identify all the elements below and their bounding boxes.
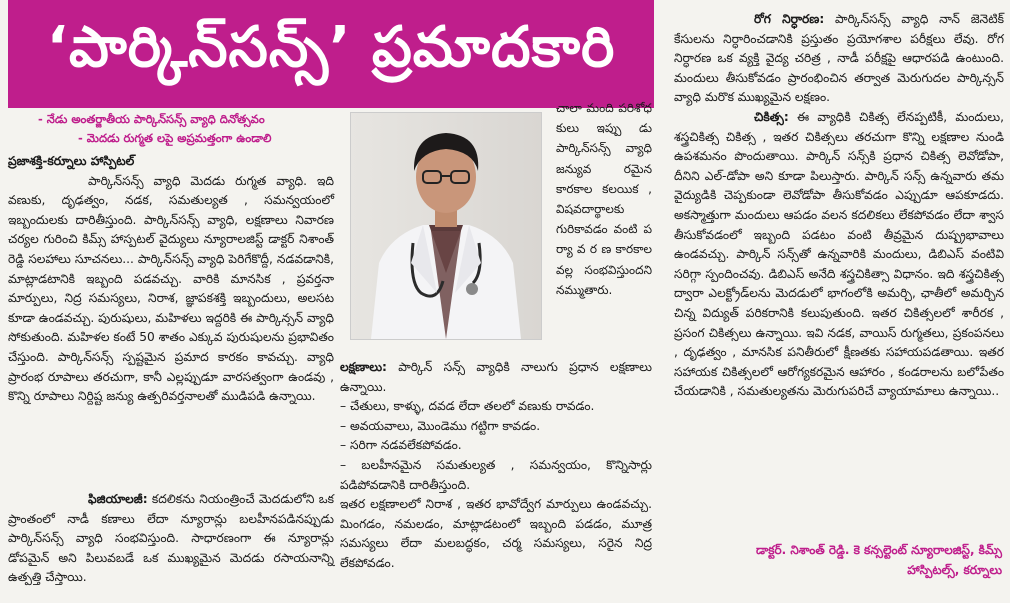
- symptom-item: – సరిగా నడవలేకపోవడం.: [340, 438, 462, 453]
- physiology-label: ఫిజియాలజీ:: [88, 492, 148, 506]
- symptoms-intro: పార్కిన్‌ సన్స్‌ వ్యాధికి నాలుగు ప్రధాన లక్షణాలు ఉన్నాయి.: [340, 360, 652, 394]
- subhead-2: - మెదడు రుగ్మత లపై అప్రమత్తంగా ఉండాలి: [78, 131, 272, 145]
- doctor-photo: [350, 112, 542, 340]
- treatment-label: చికిత్స:: [754, 109, 789, 124]
- physiology-section: [8, 490, 334, 588]
- side-paragraph: చాలా మంది పరిశోధ కులు ఇప్పు డు పార్కిన్‌సన్స్‌ వ్యాధి జన్యువ రమైన కారకాల కలయిక , విషవదార్థాలకు గురికావడం వంటి ప ర్యా వ ర ణ కారకాల వల్ల సంభవిస్తుందని నమ్ముతారు.: [556, 101, 652, 297]
- doctor-portrait-icon: [351, 113, 541, 339]
- subhead-1: - నేడు అంతర్జాతీయ పార్కిన్‌సన్స్‌ వ్యాధి దినోత్సవం: [38, 112, 265, 126]
- symptom-item: – చేతులు, కాళ్ళు, దవడ లేదా తలలో వణుకు రావడం.: [340, 399, 595, 414]
- symptoms-section: [340, 358, 652, 574]
- diagnosis-label: రోగ నిర్ధారణ:: [754, 12, 825, 26]
- intro-paragraph: పార్కిన్‌సన్స్‌ వ్యాధి మెదడు రుగ్మత వ్యాధి. ఇది వణుకు, దృఢత్వం, నడక, సమతుల్యత , సమన్వయంలో ఇబ్బందులకు దారితీస్తుంది. పార్కిన్‌సన్స్‌ వ్యాధి, లక్షణాలు నివారణ చర్యల గురించి కిమ్స్‌ హాస్పటల్‌ వైద్యులు న్యూరాలజిస్ట్‌ డాక్టర్‌ నిశాంత్‌ రెడ్డి సలహాలు సూచనలు... పార్కిన్‌సన్స్‌ వ్యాధి పెరిగేకొద్దీ, నడవడానికి, మాట్లాడటానికి ఇబ్బంది పడవచ్చు. వారికి మానసిక , ప్రవర్తనా మార్పులు, నిద్ర సమస్యలు, నిరాశ, జ్ఞాపకశక్తి ఇబ్బందులు, అలసట కూడా ఉండవచ్చు. పురుషులు, మహిళలు ఇద్దరికి ఈ పార్కిన్సన్‌ వ్యాధి సోకుతుంది. మహిళల కంటే 50 శాతం ఎక్కువ పురుషులను ప్రభావితం చేస్తుంది. పార్కిన్‌సన్స్‌ స్పష్టమైన ప్రమాద కారకం కావచ్చు. వ్యాధి ప్రారంభ రూపాలు తరచుగా, కానీ ఎల్లప్పుడూ వారసత్వంగా ఉండవు , కొన్ని రూపాలు నిర్దిష్ట జన్యు ఉత్పరివర్తనాలతో ముడిపడి ఉన్నాయి.: [8, 173, 334, 404]
- column-3: [674, 10, 1004, 402]
- author-signature: డాక్టర్‌. నిశాంత్‌ రెడ్డి. కె కన్సల్టెంట్‌ న్యూరాలజిస్ట్‌, కిమ్స్‌ హాస్పిటల్స్‌, కర్నూలు: [755, 543, 1002, 577]
- physiology-text: కదలికను నియంత్రించే మెదడులోని ఒక ప్రాంతంలో నాడీ కణాలు లేదా న్యూరాన్లు బలహీనపడినప్పుడు పార్కిన్‌సన్స్‌ వ్యాధి సంభవిస్తుంది. సాధారణంగా ఈ న్యూరాన్లు డోపమైన్‌ అని పిలువబడే ఒక ముఖ్యమైన మెదడు రసాయనాన్ని ఉత్పత్తి చేస్తాయి.: [8, 492, 334, 585]
- other-symptoms: ఇతర లక్షణాలలో నిరాశ , ఇతర భావోద్వేగ మార్పులు ఉండవచ్చు. మింగడం, నమలడం, మాట్లాడటంలో ఇబ్బంది పడడం, మూత్ర సమస్యలు లేదా మలబద్ధకం, చర్మ సమస్యలు, సరైన నిద్ర లేకపోవడం.: [340, 497, 652, 570]
- column-1: [8, 152, 334, 407]
- treatment-text: ఈ వ్యాధికి చికిత్స లేనప్పటికీ, మందులు, శస్త్రచికిత్స చికిత్స , ఇతర చికిత్సలు తరచుగా కొన్ని లక్షణాల నుండి ఉపశమనం పొందుతాయి. పార్కిన్‌ సన్స్‌కి ప్రధాన చికిత్స లెవోడోపా, దీనిని ఎల్‌-డోపా అని కూడా పిలుస్తారు. పార్కిన్‌ సన్స్‌ ఉన్నవారు తమ వైద్యుడికి చెప్పకుండా లెవోడోపా తీసుకోవడం ఎప్పుడూ ఆపకూడదు. అకస్మాత్తుగా మందులు ఆపడం వలన కదలికలు లేకపోవడం లేదా శ్వాస తీసుకోవడంలో ఇబ్బంది పడటం వంటి తీవ్రమైన దుష్ప్రభావాలు ఉండవచ్చు. పార్కిన్‌ సన్స్‌తో ఉన్నవారికి మందులు, డిబిఎస్‌ వంటివి సరిగ్గా స్పందించవు. డిబిఎస్‌ అనేది శస్త్రచికిత్సా విధానం. ఇది శస్త్రచికిత్స ద్వారా ఎలక్ట్రోడ్‌లను మెదడులో భాగంలోకి అమర్చి, ఛాతీలో అమర్చిన చిన్న విద్యుత్‌ పరికరానికి కలుపుతుంది. ఇతర చికిత్సలలో శారీరక , ప్రసంగ చికిత్సలు ఉన్నాయి. ఇవి నడక, వాయిస్‌ రుగ్మతలు, ప్రకంపనలు , దృఢత్వం , మానసిక పనితీరులో క్షీణతకు సహాయపడతాయి. ఇతర సహాయక చికిత్సలలో ఆరోగ్యకరమైన ఆహారం , కండరాలను బలోపేతం చేయడానికి , సమతుల్యతను మెరుగుపరిచే వ్యాయామాలు ఉన్నాయి..: [674, 109, 1004, 399]
- symptom-item: – బలహీనమైన సమతుల్యత , సమన్వయం, కొన్నిసార్లు పడిపోవడానికి దారితీస్తుంది.: [340, 457, 652, 492]
- column-2-side: [556, 98, 652, 300]
- dateline: ప్రజాశక్తి-కర్నూలు హాస్పిటల్‌: [8, 154, 135, 168]
- symptoms-label: లక్షణాలు:: [340, 360, 387, 374]
- headline: ‘పార్కిన్‌సన్స్’ ప్రమాదకారి: [8, 0, 654, 108]
- symptom-item: – అవయవాలు, మొండెము గట్టిగా కావడం.: [340, 418, 541, 433]
- diagnosis-text: పార్కిన్‌సన్స్‌ వ్యాధి నాన్‌ జెనెటిక్‌ కేసులను నిర్ధారించడానికి ప్రస్తుతం ప్రయోగశాల పరీక్షలు లేవు. రోగ నిర్ధారణ ఒక వ్యక్తి వైద్య చరిత్ర , నాడీ పరీక్షపై ఆధారపడి ఉంటుంది. మందులు తీసుకోవడం ప్రారంభించిన తర్వాత మెరుగుదల పార్కిన్సన్‌ వ్యాధి మరొక ముఖ్యమైన లక్షణం.: [674, 12, 1005, 105]
